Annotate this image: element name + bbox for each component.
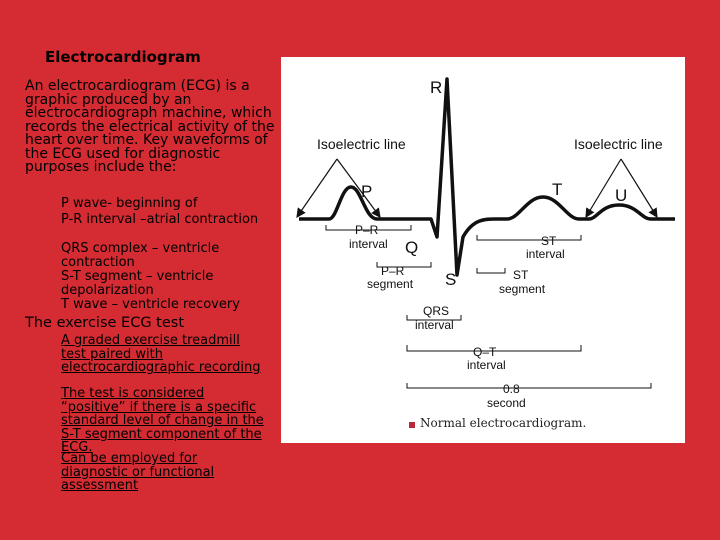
waveform-item: P wave- beginning of (61, 196, 198, 211)
st-interval-bracket (477, 235, 581, 240)
st-segment-label: ST (513, 268, 529, 282)
exercise-point-link[interactable]: A graded exercise treadmill test paired with electrocardiographic recording (61, 333, 261, 375)
waveform-item: P-R interval –atrial contraction (61, 212, 259, 227)
pr-segment-label: P–R (381, 264, 405, 278)
p-wave-label: P (361, 182, 373, 201)
waveform-item: S-T segment – ventricle depolarization (61, 269, 214, 298)
isoelectric-label: Isoelectric line (317, 136, 406, 152)
qrs-interval-label: interval (415, 318, 454, 332)
duration-label: second (487, 396, 526, 410)
st-interval-label: ST (541, 234, 557, 248)
slide-title: Electrocardiogram (45, 48, 201, 66)
duration-bracket (407, 383, 651, 388)
caption-square-icon (409, 422, 415, 428)
isoelectric-arrow (297, 159, 337, 217)
isoelectric-label: Isoelectric line (574, 136, 663, 152)
qrs-interval-label: QRS (423, 304, 450, 318)
pr-interval-label: interval (349, 237, 388, 251)
st-interval-label: interval (526, 247, 565, 261)
isoelectric-arrow (337, 159, 380, 217)
qt-interval-label: Q–T (473, 345, 497, 359)
st-segment-bracket (477, 268, 505, 273)
figure-caption: Normal electrocardiogram. (420, 416, 587, 430)
ecg-diagram (281, 57, 685, 443)
intro-paragraph: An electrocardiogram (ECG) is a graphic produced by an electrocardiograph machine, which records the electrical activity of the heart over time. Key waveforms of the ECG used for diagnostic purposes include the: (25, 78, 275, 175)
exercise-point-link[interactable]: The test is considered “positive” if there is a specific standard level of change in the S-T segment component of the ECG. (61, 386, 264, 455)
section-title: The exercise ECG test (25, 315, 185, 331)
waveform-item: T wave – ventricle recovery (61, 297, 240, 312)
pr-interval-label: P–R (355, 223, 379, 237)
r-wave-label: R (430, 78, 443, 97)
qt-interval-label: interval (467, 358, 506, 372)
pr-segment-label: segment (367, 277, 414, 291)
duration-label: 0.8 (503, 382, 520, 396)
ecg-figure (281, 57, 685, 443)
t-wave-label: T (552, 180, 563, 199)
st-segment-label: segment (499, 282, 546, 296)
exercise-point-link[interactable]: Can be employed for diagnostic or functional assessment (61, 451, 215, 493)
q-wave-label: Q (405, 238, 419, 257)
u-wave-label: U (615, 186, 628, 205)
waveform-item: QRS complex – ventricle contraction (61, 241, 220, 270)
s-wave-label: S (445, 270, 457, 289)
